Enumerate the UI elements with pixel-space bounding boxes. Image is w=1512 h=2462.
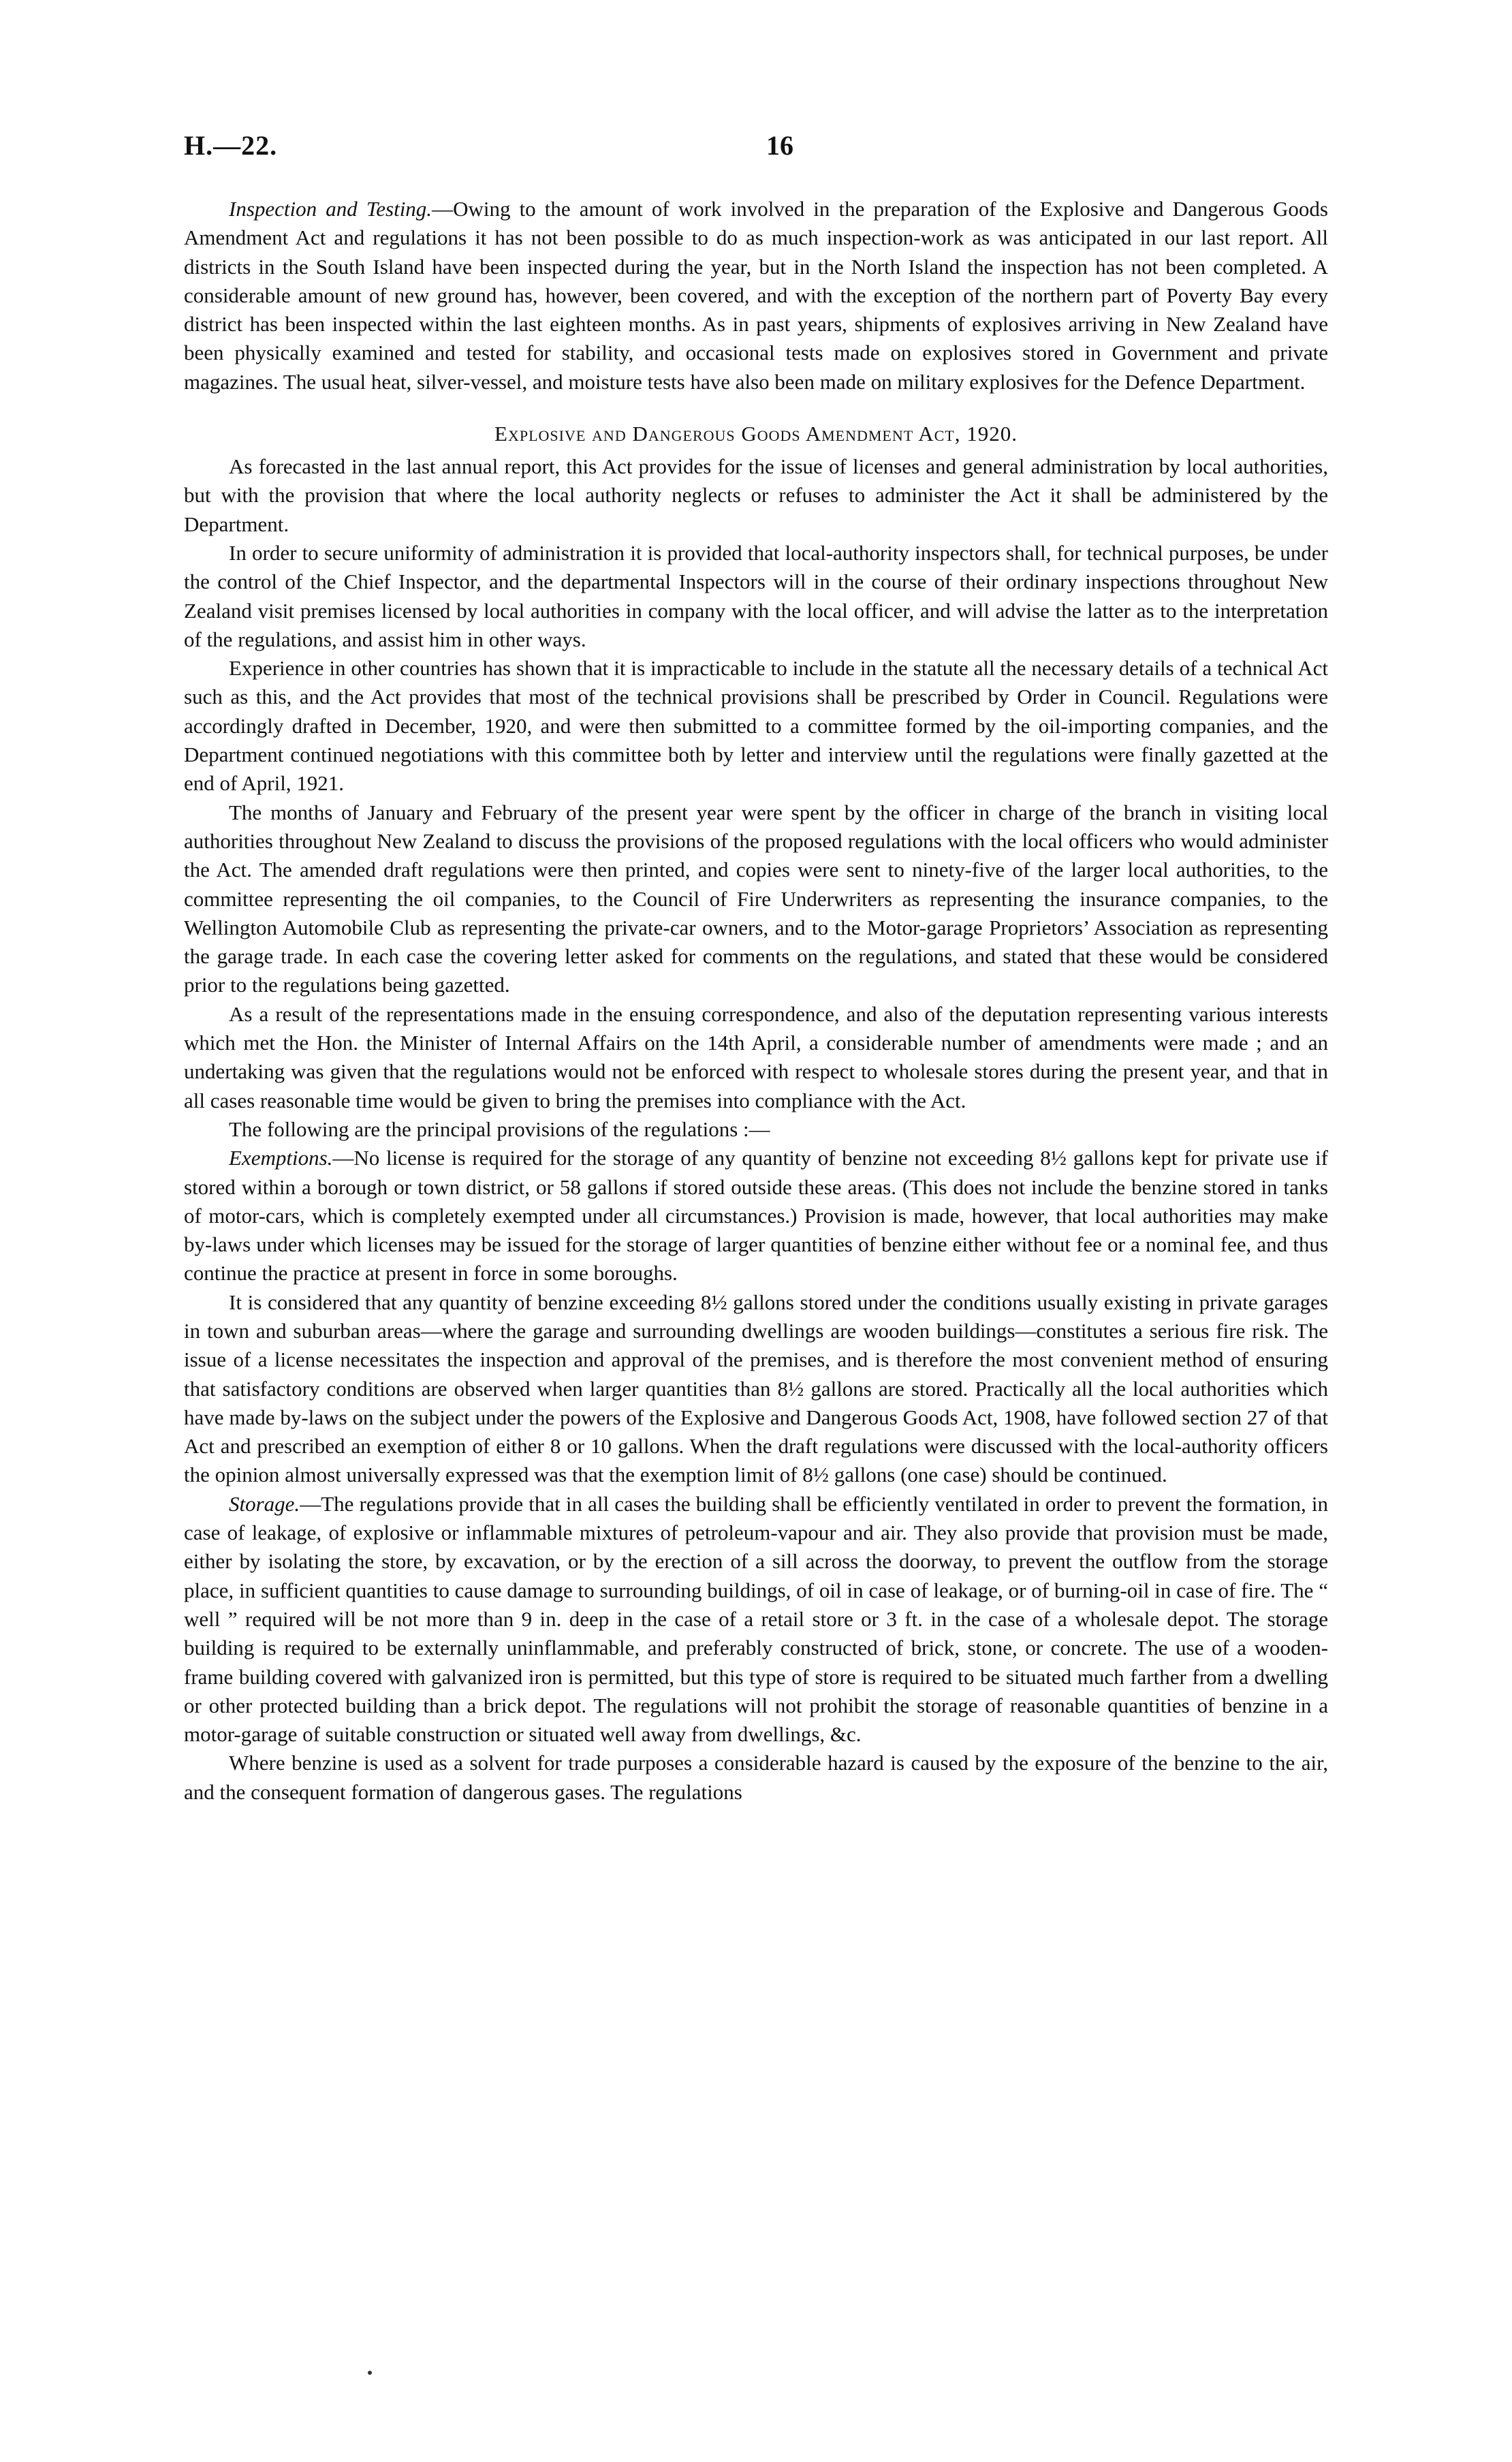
paragraph-lead: Storage. (229, 1491, 300, 1516)
paragraph: Where benzine is used as a solvent for trade purposes a considerable hazard is caused by the exposure of the benzine to the air, and the consequent formation of dangerous gases. The regulations (184, 1751, 1328, 1804)
paragraph: Experience in other countries has shown that it is impracticable to include in the statute all the necessary details of a technical Act such as this, and the Act provides that most of the technical provisions shall be prescribed by Order in Council. Regulations were accordingly drafted in December, 1920, and were then submitted to a committee formed by the oil-importing companies, and the Department continued negotiations with this committee both by letter and interview until the regulations were finally gazetted at the end of April, 1921. (184, 656, 1328, 796)
print-mark (368, 2371, 372, 2375)
page-header (184, 129, 1328, 177)
intro-section (184, 195, 1328, 396)
paragraph: As a result of the representations made in the ensuing correspondence, and also of the deputation representing various interests which met the Hon. the Minister of Internal Affairs on the 14th April, a considerable number of amendments were made ; and an undertaking was given that the regulations would not be enforced with respect to wholesale stores during the present year, and that in all cases reasonable time would be given to bring the premises into compliance with the Act. (184, 1001, 1328, 1112)
paragraph-text: —Owing to the amount of work involved in the preparation of the Explosive and Dangerous Goods Amendment Act and regulations it has not been possible to do as much inspection-work as was anticipated in our last report. All districts in the South Island have been inspected during the year, but in the North Island the inspection has not been completed. A considerable amount of new ground has, however, been covered, and with the exception of the northern part of Poverty Bay every district has been inspected within the last eighteen months. As in past years, shipments of explosives arriving in New Zealand have been physically examined and tested for stability, and occasional tests made on explosives stored in Government and private magazines. The usual heat, silver-vessel, and moisture tests have also been made on military explosives for the Defence Department. (184, 197, 1328, 394)
document-page (184, 129, 1328, 1807)
paragraph: In order to secure uniformity of administration it is provided that local-authority inspectors shall, for technical purposes, be under the control of the Chief Inspector, and the departmental Inspectors will in the course of their ordinary inspections throughout New Zealand visit premises licensed by local authorities in company with the local officer, and will advise the latter as to the interpretation of the regulations, and assist him in other ways. (184, 540, 1328, 651)
paragraph-lead: Inspection and Testing. (229, 197, 432, 221)
paragraph: It is considered that any quantity of benzine exceeding 8½ gallons stored under the conditions usually existing in private garages in town and suburban areas—where the garage and surrounding dwellings are wooden buildings—constitutes a serious fire risk. The issue of a license necessitates the inspection and approval of the premises, and is therefore the most convenient method of ensuring that satisfactory conditions are observed when larger quantities than 8½ gallons are stored. Practically all the local authorities which have made by-laws on the subject under the powers of the Explosive and Dangerous Goods Act, 1908, have followed section 27 of that Act and prescribed an exemption of either 8 or 10 gallons. When the draft regulations were discussed with the local-authority officers the opinion almost universally expressed was that the exemption limit of 8½ gallons (one case) should be continued. (184, 1290, 1328, 1487)
document-reference: H.—22. (184, 130, 278, 161)
act-section (184, 452, 1328, 1807)
paragraph-inspection-testing (184, 195, 1328, 396)
page-number: 16 (766, 130, 793, 161)
paragraph-storage (184, 1490, 1328, 1749)
paragraph-text: —The regulations provide that in all cases the building shall be efficiently ventilated in order to prevent the formation, in case of leakage, of explosive or inflammable mixtures of petroleum-vapour and air. They also provide that provision must be made, either by isolating the store, by excavation, or by the erection of a sill across the doorway, to prevent the outflow from the storage place, in sufficient quantities to cause damage to surrounding buildings, of oil in case of leakage, or of burning-oil in case of fire. The “ well ” required will be not more than 9 in. deep in the case of a retail store or 3 ft. in the case of a wholesale depot. The storage building is required to be externally uninflammable, and preferably constructed of brick, stone, or concrete. The use of a wooden-frame building covered with galvanized iron is permitted, but this type of store is required to be situated much farther from a dwelling or other protected building than a brick depot. The regulations will not prohibit the storage of reasonable quantities of benzine in a motor-garage of suitable construction or situated well away from dwellings, &c. (184, 1491, 1328, 1747)
paragraph-exemptions (184, 1144, 1328, 1288)
paragraph-lead: Exemptions. (229, 1146, 333, 1170)
paragraph: As forecasted in the last annual report, this Act provides for the issue of licenses and general administration by local authorities, but with the provision that where the local authority neglects or refuses to administer the Act it shall be administered by the Department. (184, 454, 1328, 536)
paragraph-text: —No license is required for the storage of any quantity of benzine not exceeding 8½ gallons kept for private use if stored within a borough or town district, or 58 gallons if stored outside these areas. (This does not include the benzine stored in tanks of motor-cars, which is completely exempted under all circumstances.) Provision is made, however, that local authorities may make by-laws under which licenses may be issued for the storage of larger quantities of benzine either without fee or a nominal fee, and thus continue the practice at present in force in some boroughs. (184, 1146, 1328, 1285)
section-heading: Explosive and Dangerous Goods Amendment Act, 1920. (494, 422, 1018, 446)
paragraph: The months of January and February of the present year were spent by the officer in charge of the branch in visiting local authorities throughout New Zealand to discuss the provisions of the proposed regulations with the local officers who would administer the Act. The amended draft regulations were then printed, and copies were sent to ninety-five of the larger local authorities, to the committee representing the oil companies, to the Council of Fire Underwriters as representing the insurance companies, to the Wellington Automobile Club as representing the private-car owners, and to the Motor-garage Proprietors’ Association as representing the garage trade. In each case the covering letter asked for comments on the regulations, and stated that these would be considered prior to the regulations being gazetted. (184, 800, 1328, 997)
paragraph: The following are the principal provisions of the regulations :— (229, 1117, 770, 1141)
